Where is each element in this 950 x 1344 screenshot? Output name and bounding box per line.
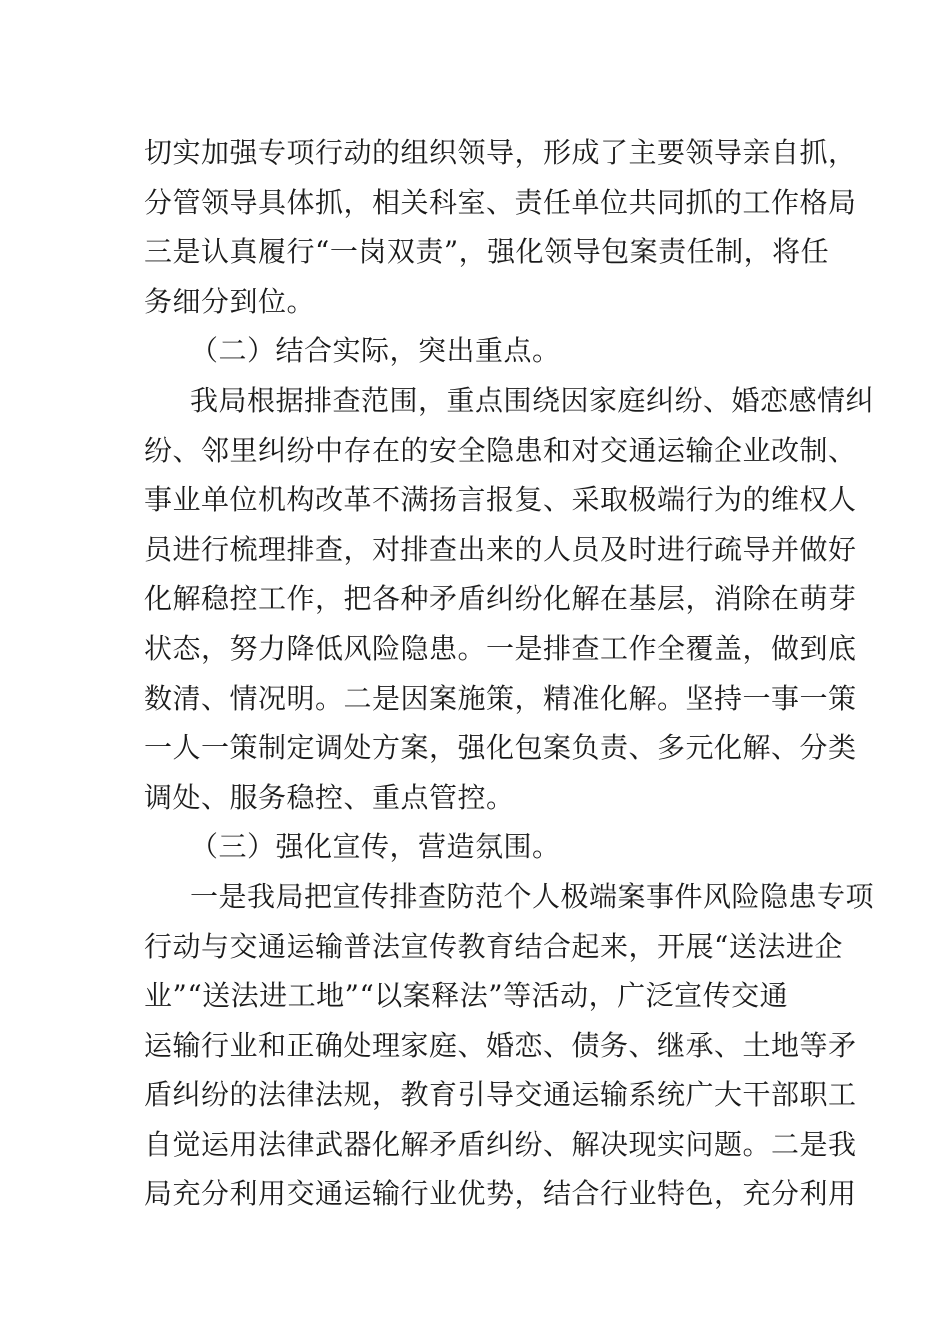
text-line: 一人一策制定调处方案，强化包案负责、多元化解、分类 <box>144 731 857 765</box>
text-line: 化解稳控工作，把各种矛盾纠纷化解在基层，消除在萌芽 <box>144 582 857 616</box>
text-line: 业”“送法进工地”“以案释法”等活动，广泛宣传交通 <box>144 979 789 1013</box>
text-line: 一是我局把宣传排查防范个人极端案事件风险隐患专项 <box>190 879 875 913</box>
text-line: 三是认真履行“一岗双责”，强化领导包案责任制，将任 <box>144 235 830 269</box>
text-line: 状态，努力降低风险隐患。一是排查工作全覆盖，做到底 <box>144 631 857 665</box>
text-line: 调处、服务稳控、重点管控。 <box>144 780 515 814</box>
text-line: 事业单位机构改革不满扬言报复、采取极端行为的维权人 <box>144 483 857 517</box>
text-line: 运输行业和正确处理家庭、婚恋、债务、继承、土地等矛 <box>144 1028 857 1062</box>
text-line: 行动与交通运输普法宣传教育结合起来，开展“送法进企 <box>144 929 843 963</box>
document-body <box>144 128 875 1219</box>
text-line: 我局根据排查范围，重点围绕因家庭纠纷、婚恋感情纠 <box>190 383 875 417</box>
text-line: 务细分到位。 <box>144 284 316 318</box>
text-line: 员进行梳理排查，对排查出来的人员及时进行疏导并做好 <box>144 532 857 566</box>
text-line: 切实加强专项行动的组织领导，形成了主要领导亲自抓， <box>144 136 857 169</box>
text-line: 盾纠纷的法律法规，教育引导交通运输系统广大干部职工 <box>144 1078 857 1112</box>
text-line: 数清、情况明。二是因案施策，精准化解。坚持一事一策 <box>144 681 857 715</box>
text-line: 分管领导具体抓，相关科室、责任单位共同抓的工作格局 <box>144 185 857 219</box>
section-heading: （二）结合实际，突出重点。 <box>190 334 561 368</box>
text-line: 局充分利用交通运输行业优势，结合行业特色，充分利用 <box>144 1177 857 1211</box>
text-line: 纷、邻里纠纷中存在的安全隐患和对交通运输企业改制、 <box>144 433 857 467</box>
text-line: 自觉运用法律武器化解矛盾纠纷、解决现实问题。二是我 <box>144 1127 857 1161</box>
section-heading: （三）强化宣传，营造氛围。 <box>190 830 561 864</box>
